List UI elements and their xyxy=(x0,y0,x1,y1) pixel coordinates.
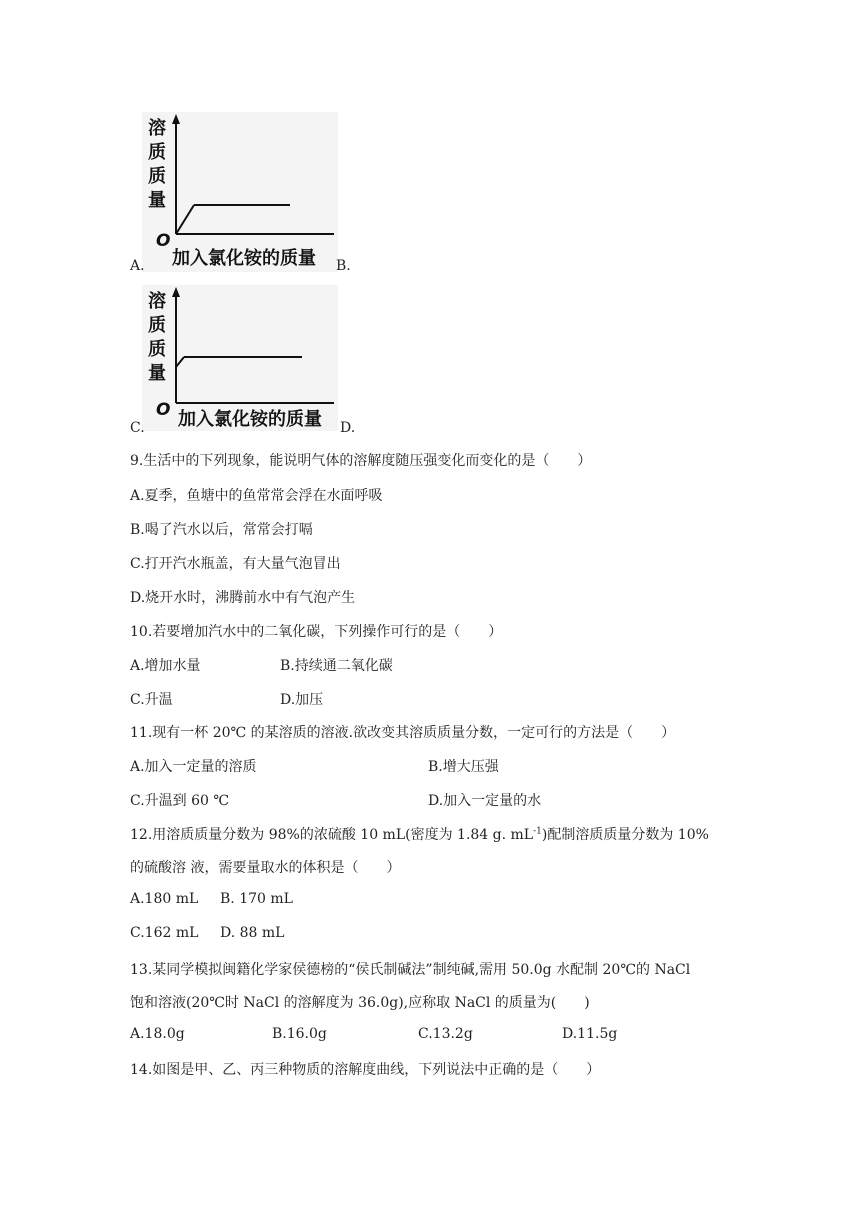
origin-label: O xyxy=(156,400,171,420)
q10-option-a: A.增加水量 xyxy=(130,658,201,674)
q13-option-b: B.16.0g xyxy=(272,1026,327,1042)
y-axis-char: 溶 xyxy=(148,291,166,312)
q9-option-c: C.打开汽水瓶盖，有大量气泡冒出 xyxy=(130,556,341,572)
q12-option-d: D. 88 mL xyxy=(220,925,285,941)
q12-stem-line1: 12.用溶质质量分数为 98%的浓硫酸 10 mL(密度为 1.84 g. $mL^{-1}$)配制溶质质量分数为 10% xyxy=(130,826,709,843)
origin-label: O xyxy=(156,231,171,251)
q12-option-b: B. 170 mL xyxy=(220,891,293,907)
q9-stem: 9.生活中的下列现象，能说明气体的溶解度随压强变化而变化的是（ ） xyxy=(130,453,592,469)
q9-option-a: A.夏季，鱼塘中的鱼常常会浮在水面呼吸 xyxy=(130,488,383,504)
q11-option-c: C.升温到 60 ℃ xyxy=(130,793,230,809)
q13-option-d: D.11.5g xyxy=(562,1026,618,1042)
q11-stem: 11.现有一杯 20℃ 的某溶质的溶液.欲改变其溶质质量分数，一定可行的方法是（ ） xyxy=(130,725,676,741)
x-axis-label: 加入氯化铵的质量 xyxy=(172,248,316,269)
option-a-label: A. xyxy=(130,258,145,274)
q11-option-a: A.加入一定量的溶质 xyxy=(130,759,257,775)
q9-option-d: D.烧开水时，沸腾前水中有气泡产生 xyxy=(130,590,356,606)
y-axis-char: 质 xyxy=(148,339,166,360)
q13-stem-line2: 饱和溶液(20℃时 NaCl 的溶解度为 36.0g),应称取 NaCl 的质量为( ) xyxy=(130,995,590,1011)
q11-option-b: B.增大压强 xyxy=(428,759,499,775)
q9-option-b: B.喝了汽水以后，常常会打嗝 xyxy=(130,522,313,538)
y-axis-char: 量 xyxy=(148,363,166,384)
q10-option-d: D.加压 xyxy=(280,692,324,708)
q10-option-c: C.升温 xyxy=(130,692,173,708)
option-d-label: D. xyxy=(340,420,356,436)
q12-option-c: C.162 mL xyxy=(130,925,199,941)
q12-stem-line2: 的硫酸溶 液，需要量取水的体积是（ ） xyxy=(130,860,401,876)
y-axis-char: 量 xyxy=(148,190,166,211)
option-c-label: C. xyxy=(130,420,145,436)
q11-option-d: D.加入一定量的水 xyxy=(428,793,542,809)
option-b-label: B. xyxy=(336,258,351,274)
y-axis-char: 质 xyxy=(148,166,166,187)
q10-stem: 10.若要增加汽水中的二氧化碳，下列操作可行的是（ ） xyxy=(130,624,503,640)
graph-option-c xyxy=(142,285,338,431)
q12-option-a: A.180 mL xyxy=(130,891,199,907)
q13-stem-line1: 13.某同学模拟闽籍化学家侯德榜的“侯氏制碱法”制纯碱,需用 50.0g 水配制 20℃的 NaCl xyxy=(130,962,691,978)
q13-option-a: A.18.0g xyxy=(130,1026,185,1042)
q10-option-b: B.持续通二氧化碳 xyxy=(280,658,393,674)
graph-option-a xyxy=(142,112,338,272)
y-axis-char: 质 xyxy=(148,315,166,336)
q14-stem: 14.如图是甲、乙、丙三种物质的溶解度曲线，下列说法中正确的是（ ） xyxy=(130,1062,601,1078)
y-axis-char: 溶 xyxy=(148,118,166,139)
q13-option-c: C.13.2g xyxy=(418,1026,473,1042)
y-axis-char: 质 xyxy=(148,142,166,163)
x-axis-label: 加入氯化铵的质量 xyxy=(178,409,322,430)
